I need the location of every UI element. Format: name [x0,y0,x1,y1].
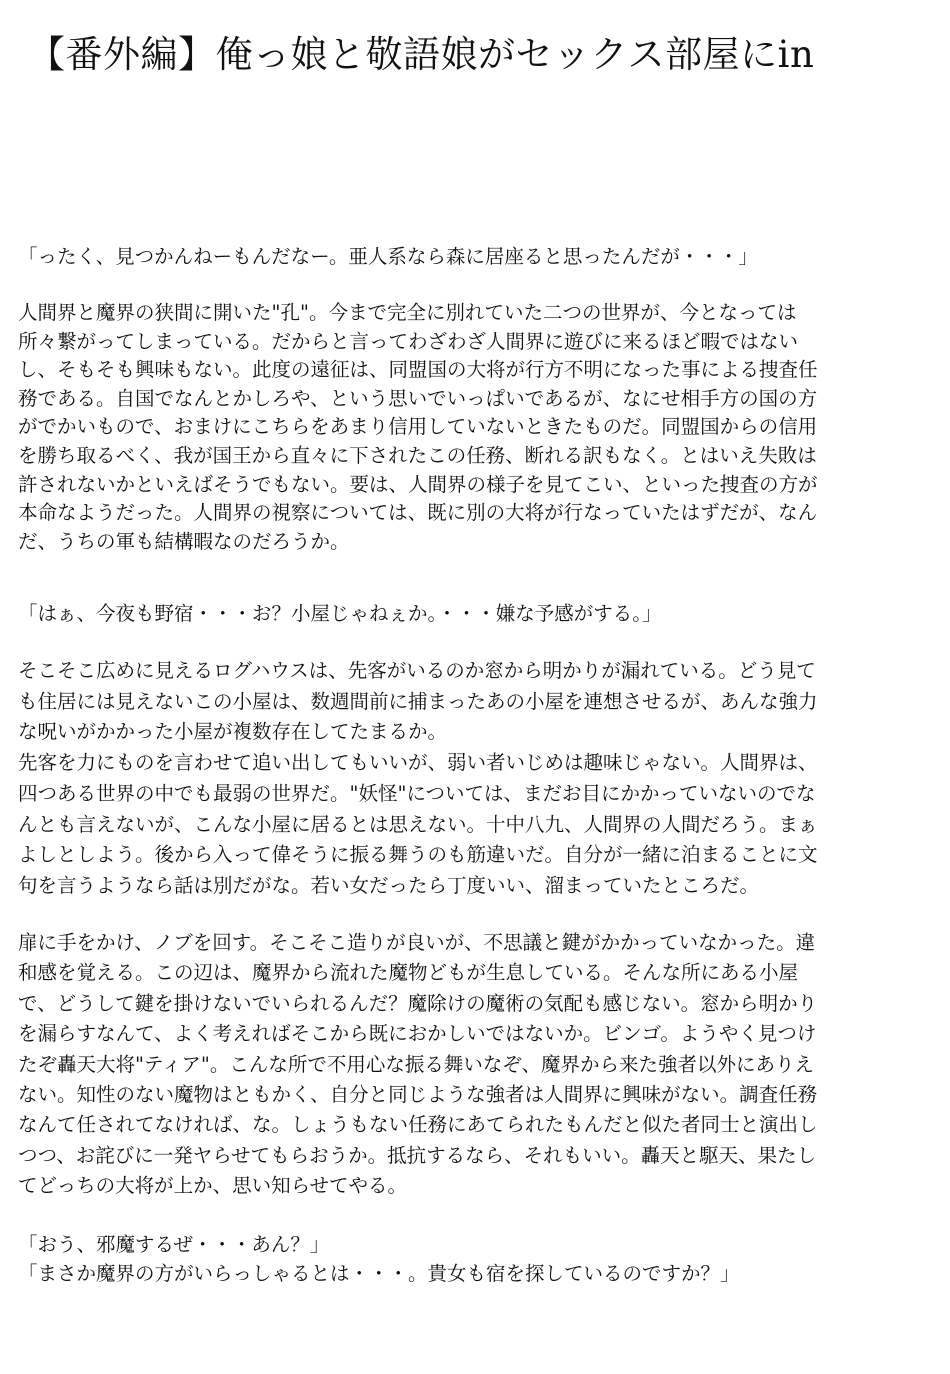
text-line: 「おう、邪魔するぜ・・・あん？」 [18,1233,330,1256]
page-title: 【番外編】俺っ娘と敬語娘がセックス部屋にin [28,33,815,76]
text-line: を勝ち取るべく、我が国王から直々に下されたこの任務、断れる訳もなく。とはいえ失敗は [18,443,817,467]
paragraph-1 [18,299,818,556]
text-line: も住居には見えないこの小屋は、数週間前に捕まったあの小屋を連想させるが、あんな強力 [18,689,818,713]
text-line: ない。知性のない魔物はともかく、自分と同じような強者は人間界に興味がない。調査任務 [18,1083,818,1107]
text-line: で、どうして鍵を掛けないでいられるんだ？魔除けの魔術の気配も感じない。窓から明かり [18,991,818,1015]
text-line: だ、うちの軍も結構暇なのだろうか。 [18,529,350,553]
text-line: がでかいもので、おまけにこちらをあまり信用していないときたものだ。同盟国からの信用 [18,415,818,439]
text-line: 句を言うようなら話は別だがな。若い女だったら丁度いい、溜まっていたところだ。 [18,873,760,897]
text-line: よしとしよう。後から入って偉そうに振る舞うのも筋違いだ。自分が一緒に泊まることに文 [18,843,818,867]
text-line: 扉に手をかけ、ノブを回す。そこそこ造りが良いが、不思議と鍵がかかっていなかった。違 [18,931,816,954]
text-line: そこそこ広めに見えるログハウスは、先客がいるのか窓から明かりが漏れている。どう見て [18,659,816,682]
text-line: 四つある世界の中でも最弱の世界だ。"妖怪"については、まだお目にかかっていないのでな [18,781,816,805]
text-line: 先客を力にものを言わせて追い出してもいいが、弱い者いじめは趣味じゃない。人間界は、 [18,751,818,775]
text-line: てどっちの大将が上か、思い知らせてやる。 [18,1174,408,1198]
text-line: 所々繋がってしまっている。だからと言ってわざわざ人間界に遊びに来るほど暇ではない [18,329,799,353]
dialogue-1 [18,243,758,272]
text-line: 務である。自国でなんとかしろや、という思いでいっぱいであるが、なにせ相手方の国の方 [18,386,818,410]
text-line: を漏らすなんて、よく考えればそこから既におかしいではないか。ビンゴ。ようやく見つけ [18,1022,817,1046]
paragraph-2 [18,656,818,902]
text-line: 本命なようだった。人間界の視察については、既に別の大将が行なっていたはずだが、なん [18,501,818,525]
text-line: し、そもそも興味もない。此度の遠征は、同盟国の大将が行方不明になった事による捜査任 [18,358,818,382]
dialogue-3 [18,1230,740,1288]
dialogue-2 [18,600,662,629]
text-line: な呪いがかかった小屋が複数存在してたまるか。 [18,720,448,744]
text-line: 人間界と魔界の狭間に開いた"孔"。今まで完全に別れていた二つの世界が、今となっては [18,301,797,324]
text-line: んとも言えないが、こんな小屋に居るとは思えない。十中八九、人間界の人間だろう。まぁ [18,812,818,836]
text-line: なんて任されてなければ、な。しょうもない任務にあてられたもんだと似た者同士と演出し [18,1113,818,1137]
text-line: 「まさか魔界の方がいらっしゃるとは・・・。貴女も宿を探しているのですか？」 [18,1262,740,1285]
text-line: 「はぁ、今夜も野宿・・・お？小屋じゃねぇか。・・・嫌な予感がする。」 [18,602,662,625]
text-line: 許されないかといえばそうでもない。要は、人間界の様子を見てこい、といった捜査の方が [18,472,818,496]
text-line: 「ったく、見つかんねーもんだなー。亜人系なら森に居座ると思ったんだが・・・」 [18,245,758,268]
text-line: たぞ轟天大将"ティア"。こんな所で不用心な振る舞いなぞ、魔界から来た強者以外にありえ [18,1052,814,1076]
text-line: 和感を覚える。この辺は、魔界から流れた魔物どもが生息している。そんな所にある小屋 [18,961,799,985]
paragraph-3 [18,928,818,1202]
text-line: つつ、お詫びに一発ヤらせてもらおうか。抵抗するなら、それもいい。轟天と駆天、果たし [18,1143,817,1167]
